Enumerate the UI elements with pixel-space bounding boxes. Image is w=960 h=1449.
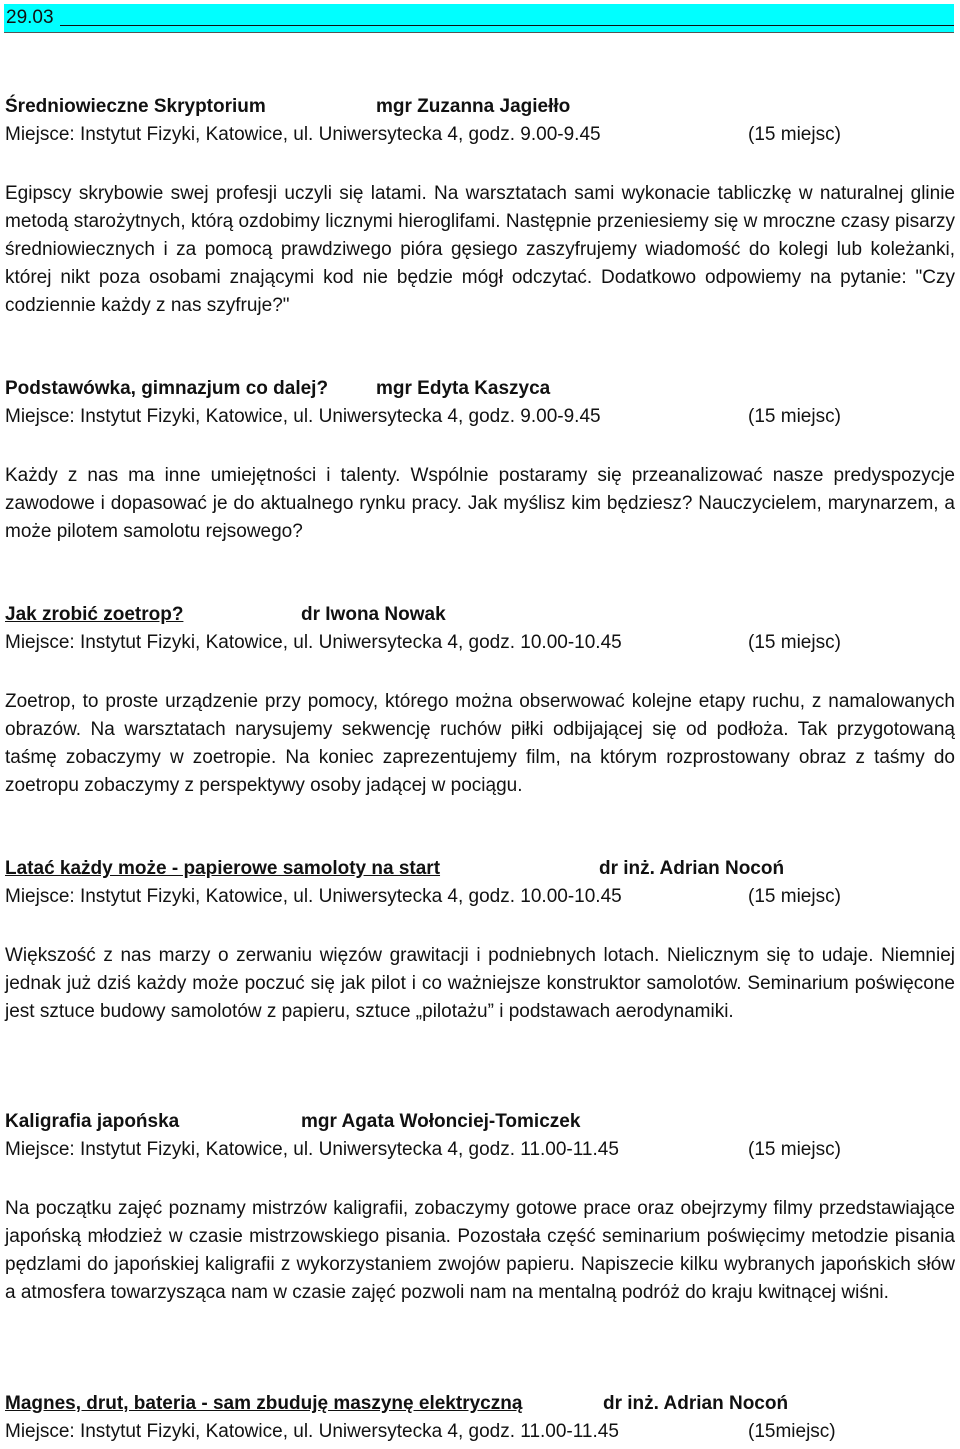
session-place-line bbox=[5, 632, 955, 660]
session-title-line bbox=[5, 1111, 955, 1139]
session-place: Miejsce: Instytut Fizyki, Katowice, ul. Uniwersytecka 4, godz. 10.00-10.45 bbox=[5, 886, 622, 907]
session-place: Miejsce: Instytut Fizyki, Katowice, ul. Uniwersytecka 4, godz. 10.00-10.45 bbox=[5, 632, 622, 653]
session-seats: (15 miejsc) bbox=[748, 406, 841, 427]
session-place: Miejsce: Instytut Fizyki, Katowice, ul. Uniwersytecka 4, godz. 11.00-11.45 bbox=[5, 1139, 619, 1160]
session-title: Jak zrobić zoetrop? bbox=[5, 604, 184, 625]
session-description: Egipscy skrybowie swej profesji uczyli się latami. Na warsztatach sami wykonacie tabliczkę w naturalnej glinie metodą starożytnych, którą ozdobimy licznymi hieroglifami. Następnie przeniesiemy się w mroczne czasy pisarzy średniowiecznych i za pomocą prawdziwego pióra gęsiego zaszyfrujemy wiadomość do kolegi lub koleżanki, której nikt poza osobami znającymi kod nie będzie mógł odczytać. Dodatkowo odpowiemy na pytanie: "Czy codziennie każdy z nas szyfruje?" bbox=[5, 183, 955, 316]
session-seats: (15miejsc) bbox=[748, 1421, 836, 1442]
session-seats: (15 miejsc) bbox=[748, 886, 841, 907]
session-skryptorium bbox=[5, 96, 955, 320]
session-seats: (15 miejsc) bbox=[748, 632, 841, 653]
session-instructor: dr inż. Adrian Nocoń bbox=[603, 1393, 789, 1414]
session-instructor: mgr Agata Wołonciej-Tomiczek bbox=[301, 1111, 581, 1132]
session-maszyna bbox=[5, 1393, 955, 1449]
session-title: Latać każdy może - papierowe samoloty na start bbox=[5, 858, 441, 879]
session-description: Większość z nas marzy o zerwaniu więzów grawitacji i podniebnych lotach. Nielicznym się to udaje. Niemniej jednak już dziś każdy może poczuć się jak pilot i co ważniejsze konstruktor samolotów. Seminarium poświęcone jest sztuce budowy samolotów z papieru, sztuce „pilotażu” i podstawach aerodynamiki. bbox=[5, 945, 955, 1022]
session-title-line bbox=[5, 604, 955, 632]
session-samoloty bbox=[5, 858, 955, 1026]
session-kaligrafia bbox=[5, 1111, 955, 1307]
session-seats: (15 miejsc) bbox=[748, 124, 841, 145]
session-title-line bbox=[5, 96, 955, 124]
session-place: Miejsce: Instytut Fizyki, Katowice, ul. Uniwersytecka 4, godz. 11.00-11.45 bbox=[5, 1421, 619, 1442]
session-place-line bbox=[5, 1139, 955, 1167]
session-title: Podstawówka, gimnazjum co dalej? bbox=[5, 378, 329, 399]
session-instructor: dr inż. Adrian Nocoń bbox=[599, 858, 785, 879]
session-instructor: mgr Zuzanna Jagiełło bbox=[376, 96, 571, 117]
session-instructor: dr Iwona Nowak bbox=[301, 604, 446, 625]
date-header bbox=[4, 4, 954, 33]
session-description: Na początku zajęć poznamy mistrzów kaligrafii, zobaczymy gotowe prace oraz obejrzymy filmy przedstawiające japońską młodzież w czasie mistrzowskiego pisania. Pozostała część seminarium poświęcimy metodzie pisania pędzlami do japońskiej kaligrafii z wykorzystaniem zwojów papieru. Napiszecie kilku wybranych japońskich słów a atmosfera towarzysząca nam w czasie zajęć pozwoli nam na mentalną podróż do kraju kwitnącej wiśni. bbox=[5, 1198, 955, 1303]
session-seats: (15 miejsc) bbox=[748, 1139, 841, 1160]
session-place-line bbox=[5, 886, 955, 914]
session-title: Średniowieczne Skryptorium bbox=[5, 96, 266, 117]
session-zoetrop bbox=[5, 604, 955, 800]
date-underline bbox=[60, 25, 954, 26]
session-title-line bbox=[5, 378, 955, 406]
session-title: Kaligrafia japońska bbox=[5, 1111, 180, 1132]
session-podstawowka bbox=[5, 378, 955, 546]
session-place: Miejsce: Instytut Fizyki, Katowice, ul. Uniwersytecka 4, godz. 9.00-9.45 bbox=[5, 406, 601, 427]
session-title: Magnes, drut, bateria - sam zbuduję maszynę elektryczną bbox=[5, 1393, 523, 1414]
session-place-line bbox=[5, 406, 955, 434]
session-title-line bbox=[5, 1393, 955, 1421]
session-place-line bbox=[5, 1421, 955, 1449]
session-instructor: mgr Edyta Kaszyca bbox=[376, 378, 551, 399]
session-description: Zoetrop, to proste urządzenie przy pomocy, którego można obserwować kolejne etapy ruchu, z namalowanych obrazów. Na warsztatach narysujemy sekwencję ruchów piłki odbijającej się od podłoża. Tak przygotowaną taśmę zobaczymy w zoetropie. Na koniec zaprezentujemy film, na którym rozprostowany obraz z taśmy do zoetropu zobaczymy z perspektywy osoby jadącej w pociągu. bbox=[5, 691, 955, 796]
session-description: Każdy z nas ma inne umiejętności i talenty. Wspólnie postaramy się przeanalizować nasze predyspozycje zawodowe i dopasować je do aktualnego rynku pracy. Jak myślisz kim będziesz? Nauczycielem, marynarzem, a może pilotem samolotu rejsowego? bbox=[5, 465, 955, 542]
date-label: 29.03 bbox=[6, 7, 54, 28]
session-title-line bbox=[5, 858, 955, 886]
session-place-line bbox=[5, 124, 955, 152]
session-place: Miejsce: Instytut Fizyki, Katowice, ul. Uniwersytecka 4, godz. 9.00-9.45 bbox=[5, 124, 601, 145]
